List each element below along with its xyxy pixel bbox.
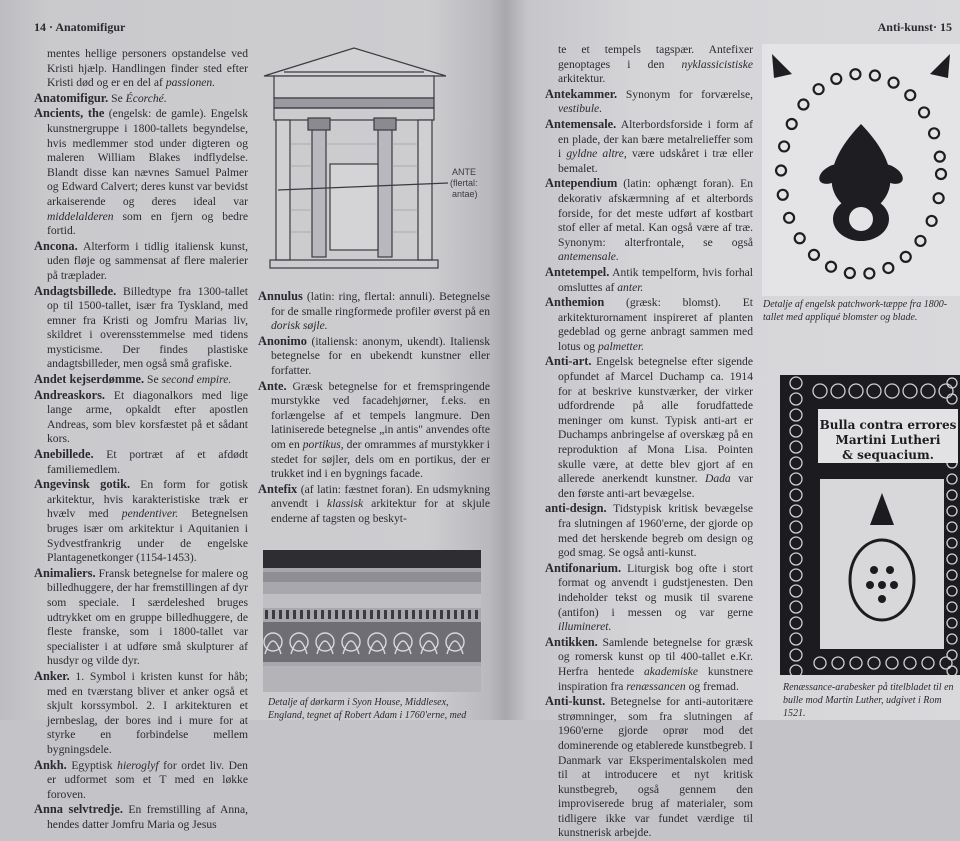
entry-text: være udskåret i træ eller bemalet. — [558, 147, 753, 175]
dictionary-entry — [545, 117, 753, 176]
entry-headword: Anna selvtredje. — [34, 802, 124, 817]
entry-headword: Antetempel. — [545, 264, 610, 279]
entry-headword: Antikken. — [545, 634, 598, 649]
running-head-left: 14 · Anatomifigur — [34, 20, 126, 34]
dictionary-entry — [34, 239, 248, 284]
entry-headword: Anebillede. — [34, 447, 94, 462]
entry-text: Engelsk betegnelse efter sigende opfundet af Marcel Duchamp ca. 1914 for at beskrive kunstværker, der virker udfordrende på alle forudfattede meninger om kunst. Typisk anti-art er Duchamps anbringelse af overskæg på en reproduktion af Mona Lisa. Pointen skulle være, at dette blev gjort af en allerede anerkendt kunstner. — [558, 355, 753, 486]
luther-title-page — [780, 375, 960, 675]
luther-title-line-1: Bulla contra errores — [819, 418, 957, 432]
dictionary-entry — [545, 43, 753, 87]
entry-text: mentes hellige personers opstandelse ved Kristi hjælp. Handlingen finder sted efter Kristi død og er en del af — [47, 47, 248, 90]
dictionary-entry — [258, 482, 490, 527]
temple-label-1: ANTE — [452, 167, 477, 177]
entry-text: Samlende betegnelse for græsk og romersk kunst op til 400-tallet e.Kr. Herfra hentede — [558, 635, 753, 678]
entry-text: der omrammes af murstykker i stedet for søjler, dels om en portikus, der er trukket ind i en bygnings facade. — [271, 437, 490, 481]
middle-column — [258, 289, 490, 527]
cross-reference: passionen. — [165, 76, 216, 90]
entry-headword: Ankh. — [34, 757, 67, 772]
dictionary-entry — [34, 284, 248, 373]
entry-text: Græsk betegnelse for et fremspringende murstykke ved facadehjørner, f.eks. en forlængelse af et tempels langmure. Den latiniserede betegnelse „in antis" anvendes ofte om en — [271, 379, 490, 451]
entry-text: (latin: ring, flertal: annuli). Betegnelse for de smalle ringformede profiler øverst på en — [271, 290, 490, 318]
entry-text: var den første anti-art bevægelse. — [558, 472, 753, 500]
dictionary-entry — [34, 372, 248, 388]
left-column — [34, 47, 248, 832]
entry-headword: Anker. — [34, 668, 70, 683]
entry-text: En fremstilling af Anna, hendes datter Jomfru Maria og Jesus — [47, 803, 248, 831]
dictionary-entry — [545, 354, 753, 501]
entry-headword: Antekammer. — [545, 86, 618, 101]
temple-illustration — [262, 44, 502, 274]
cross-reference: gyldne altre, — [566, 147, 627, 161]
cross-reference: pendentiver. — [121, 507, 179, 521]
cross-reference: vestibule. — [558, 102, 603, 116]
entry-headword: Ancona. — [34, 238, 78, 253]
dictionary-entry — [34, 669, 248, 758]
entry-headword: Angevinsk gotik. — [34, 477, 131, 492]
frieze-photo — [263, 550, 481, 692]
patchwork-photo — [762, 44, 960, 296]
dictionary-entry — [258, 379, 490, 482]
entry-headword: Ante. — [258, 378, 287, 393]
entry-headword: Andreaskors. — [34, 387, 106, 402]
dictionary-entry — [34, 388, 248, 447]
entry-headword: Andet kejserdømme. — [34, 372, 145, 387]
cross-reference: Écorché. — [125, 91, 167, 105]
cross-reference: hieroglyf — [117, 758, 159, 772]
entry-text: Alterform i tidlig italiensk kunst, uden fløje og sammensat af flere malerier på træplader. — [47, 239, 248, 282]
dictionary-entry — [545, 176, 753, 265]
cross-reference: Dada — [704, 472, 731, 486]
entry-text: (af latin: fæstnet foran). En udsmykning anvendt i — [271, 482, 490, 511]
cross-reference: portikus, — [302, 437, 344, 451]
cross-reference: illumineret. — [558, 620, 612, 634]
temple-label-2: (flertal: — [450, 178, 478, 188]
entry-text: 1. Symbol i kristen kunst for håb; med en tværstang bliver et anker også et skjult korssymbol. 2. I arkitekturen et jernbeslag, der bores ind i mure for at styrke en forbindelse mellem bygningsdele. — [47, 669, 248, 756]
entry-headword: Anthemion — [545, 295, 605, 310]
dictionary-entry — [34, 758, 248, 803]
entry-text: Et diagonalkors med lige lange arme, opkaldt efter apostlen Andreas, som blev korsfæstet på et sådant kors. — [47, 388, 248, 446]
entry-text: Fransk betegnelse for malere og billedhuggere, der har fremstillingen af dyr som speciale. I særdeleshed bruges udtrykket om en gruppe billedhuggere, de fleste franske, som i 1800-tallet var specialister i at udføre små skulpturer af husdyr og vilde dyr. — [47, 566, 248, 668]
dictionary-entry — [545, 501, 753, 560]
entry-headword: Anatomifigur. — [34, 90, 109, 105]
dictionary-entry — [34, 47, 248, 91]
cross-reference: renæssancen — [626, 679, 686, 693]
entry-text: te et tempels tagspær. Antefixer genoptages i den — [558, 43, 753, 71]
entry-text: Synonym for forværelse, — [617, 87, 753, 101]
entry-text: arkitektur for at skjule enderne af tagsten og beskyt- — [271, 497, 491, 525]
entry-text: (engelsk: de gamle). Engelsk kunstnergruppe i 1800-tallets begyndelse, hvis medlemmer stod under digteren og maleren William Blakes indflydelse. Blandt disse kan nævnes Samuel Palmer og Edward Calvert; deres kunst var bevidst arkaiserende og deres ideal var — [47, 107, 248, 208]
entry-text: arkitektur. — [558, 72, 606, 86]
right-page — [505, 0, 960, 840]
cross-reference: second empire. — [161, 373, 232, 387]
entry-text: som en fjern og bedre fortid. — [47, 209, 248, 238]
dictionary-entry — [545, 635, 753, 694]
temple-label-3: antae) — [452, 189, 478, 199]
dictionary-entry — [34, 91, 248, 107]
dictionary-entry — [34, 477, 248, 566]
cross-reference: palmetter. — [597, 339, 644, 353]
entry-headword: Ancients, the — [34, 106, 105, 121]
entry-text: Alterbordsforside i form af en plade, der kan bære metalrelieffer som i — [558, 117, 753, 161]
cross-reference: klassisk — [327, 497, 364, 511]
patchwork-caption: Detalje af engelsk patchwork-tæppe fra 1800-tallet med appliqué blomster og blade. — [763, 299, 948, 323]
entry-headword: Anti-kunst. — [545, 694, 606, 709]
entry-text: Se — [144, 373, 162, 387]
dictionary-entry — [545, 265, 753, 295]
dictionary-entry — [34, 802, 248, 832]
entry-text: Egyptisk — [66, 758, 118, 772]
cross-reference: dorisk søjle. — [271, 319, 328, 333]
entry-headword: Anti-art. — [545, 354, 592, 369]
dictionary-entry — [545, 295, 753, 354]
entry-headword: Antependium — [545, 176, 618, 191]
cross-reference: middelalderen — [47, 209, 114, 223]
entry-text: Antik tempelform, hvis forhal omsluttes af — [558, 265, 753, 294]
cross-reference: anter. — [617, 280, 644, 294]
entry-text: for ordet liv. Den er udformet som et T med en løkke foroven. — [47, 758, 248, 801]
luther-title-line-2: Martini Lutheri — [835, 433, 941, 447]
entry-headword: Annulus — [258, 289, 303, 303]
entry-text: og fremad. — [685, 679, 739, 693]
entry-headword: Antifonarium. — [545, 560, 622, 575]
entry-text: Liturgisk bog ofte i stort format og anvendt i gudstjenesten. Den indeholder tekst og musik til svarene (antifon) i messen og var gerne — [558, 561, 753, 619]
dictionary-entry — [545, 694, 753, 841]
entry-headword: Antefix — [258, 481, 298, 496]
entry-text: Billedtype fra 1300-tallet op til 1500-tallet, især fra Tyskland, med emner fra Kristi og Jomfru Marias liv, skildret i overensstemmelse med tidens mysticisme. Der findes plastiske andagtsbilleder, men også små grafiske. — [47, 284, 248, 371]
entry-text: (græsk: blomst). Et arkitekturornament inspireret af planten gedeblad og gerne anbragt sammen med lotus og — [558, 296, 753, 353]
entry-text: (italiensk: anonym, ukendt). Italiensk betegnelse for en ubekendt kunstner eller forfatter. — [271, 334, 490, 377]
dictionary-entry — [545, 87, 753, 117]
cross-reference: nyklassicistiske — [681, 57, 753, 71]
dictionary-entry — [34, 566, 248, 669]
cross-reference: akademiske — [643, 664, 699, 678]
entry-text: kunstnere inspiration fra — [558, 664, 753, 693]
dictionary-entry — [545, 561, 753, 635]
dictionary-entry — [34, 447, 248, 477]
luther-title-line-3: & sequacium. — [842, 448, 934, 462]
cross-reference: antemensale. — [558, 250, 619, 264]
entry-text: Tidstypisk kritisk bevægelse fra slutningen af 1960'erne, der gjorde op med det herskende begreb om design og god smag. Se også anti-kunst. — [558, 502, 753, 560]
entry-text: En form for gotisk arkitektur, hvis karakteristiske træk er hvælv med — [47, 478, 249, 521]
dictionary-entry — [258, 334, 490, 379]
frieze-caption: Detalje af dørkarm i Syon House, Middlesex, England, tegnet af Robert Adam i 1760'erne, med — [268, 697, 467, 721]
dictionary-entry — [258, 289, 490, 334]
entry-headword: Anonimo — [258, 333, 307, 348]
luther-caption: Renæssance-arabesker på titelbladet til en bulle mod Martin Luther, udgivet i Rom 1521. — [783, 682, 954, 719]
entry-text: (latin: ophængt foran). En dekorativ afskærmning af et alterbords forside, for det meste udført af kostbart stof eller af metal. Kan også være af træ. Synonym: alterfrontale, se også — [558, 177, 753, 249]
entry-headword: Animaliers. — [34, 565, 96, 580]
entry-headword: Antemensale. — [545, 116, 617, 131]
entry-text: Betegnelse for anti-autoritære strømninger, som fra slutningen af 1960'erne gjorde oprør mod det dominerende og etablerede kunstbegreb. I Danmark var Eksperimentalskolen med til at introducere et nyt kritisk kunstbegreb, også gennem den improviserede brug af materialer, som tidligere ikke var fundet værdige til kunstnerisk arbejde. — [558, 695, 753, 840]
entry-text: Se — [108, 91, 126, 105]
dictionary-entry — [34, 106, 248, 238]
entry-text: Betegnelsen bruges især om arkitektur i Aquitanien i Sydvestfrankrig under de engelske Plantagenetkonger (1154-1453). — [47, 507, 248, 565]
entry-text: Et portræt af et afdødt familiemedlem. — [47, 448, 248, 476]
right-column — [545, 43, 753, 841]
running-head-right: Anti-kunst· 15 — [877, 20, 952, 34]
entry-headword: anti-design. — [545, 501, 607, 516]
entry-headword: Andagtsbillede. — [34, 283, 117, 298]
